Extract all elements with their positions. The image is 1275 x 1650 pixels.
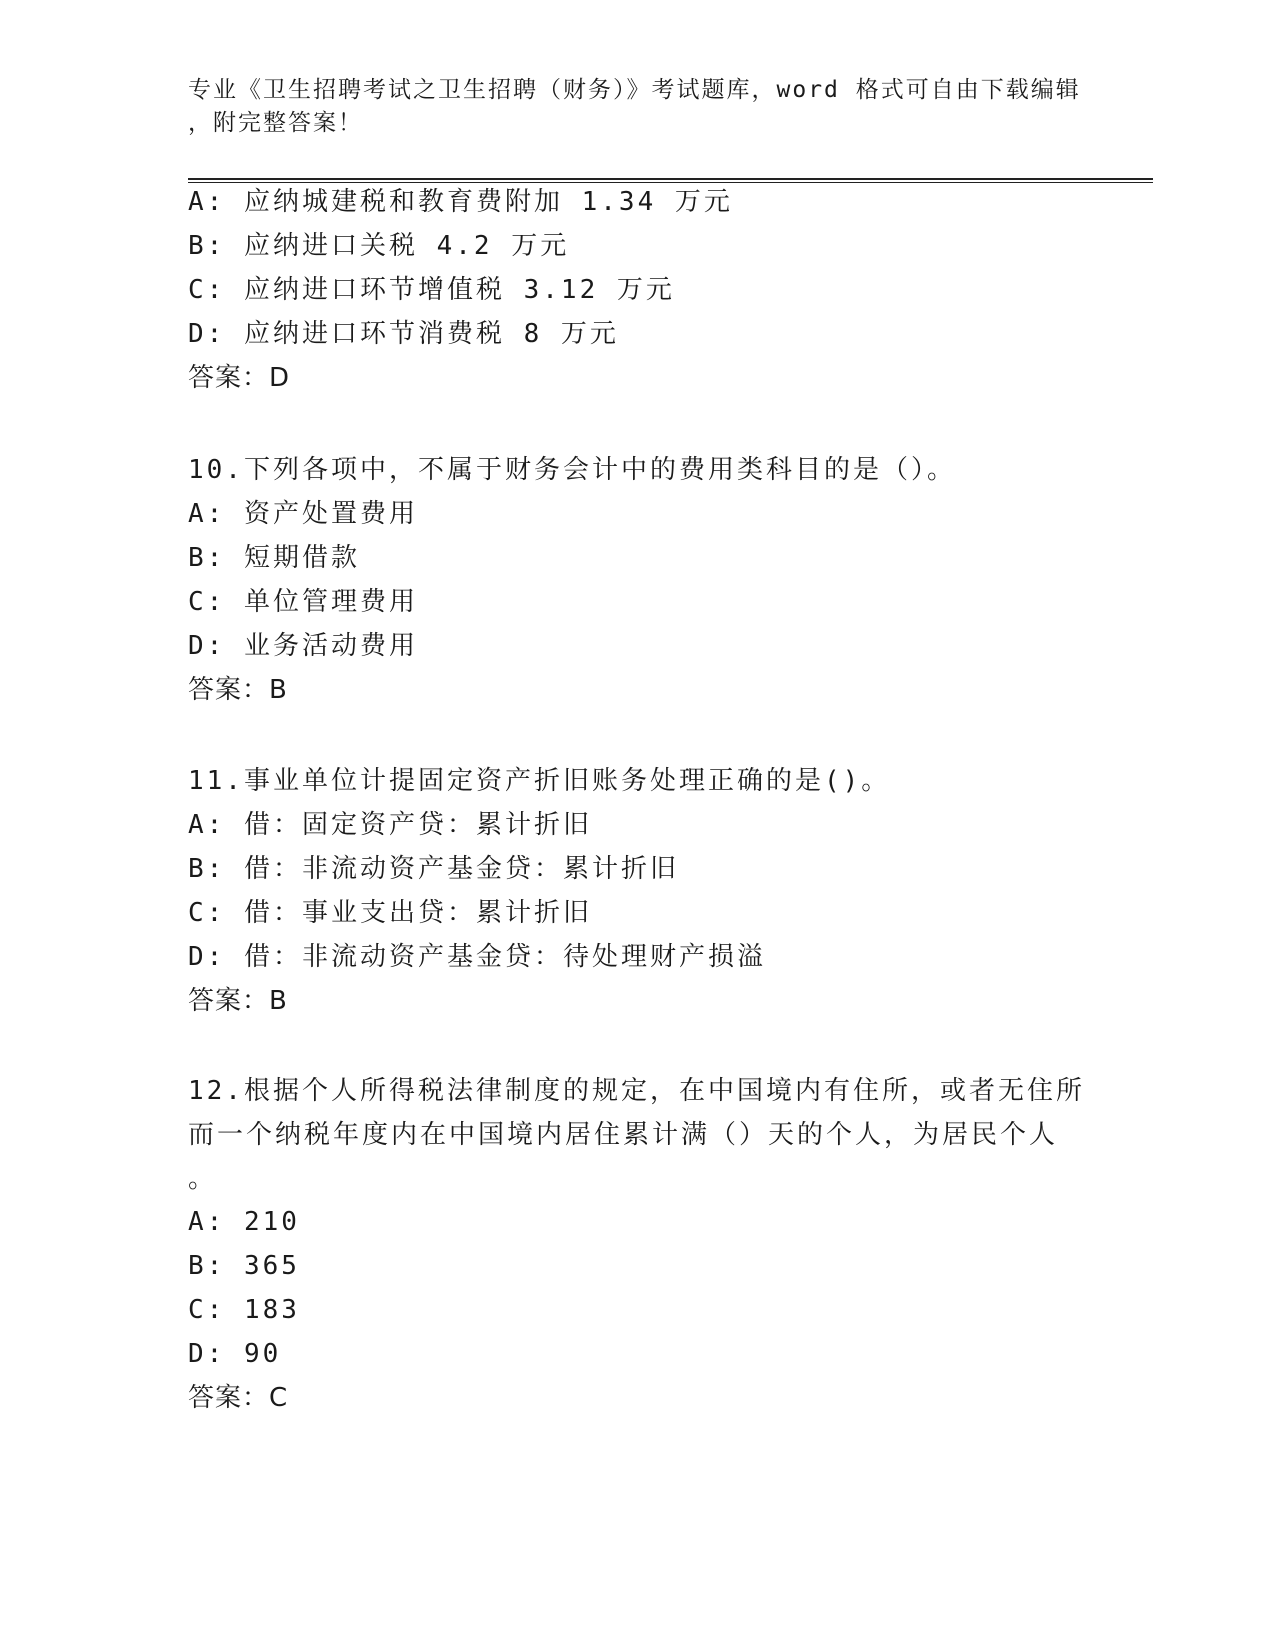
option-c: C: 183 xyxy=(188,1295,300,1325)
option-c: C: 借：事业支出贷：累计折旧 xyxy=(188,898,592,928)
header-line-2: ，附完整答案！ xyxy=(188,110,363,136)
question-stem: 11.事业单位计提固定资产折旧账务处理正确的是()。 xyxy=(188,766,891,796)
header-line-1: 专业《卫生招聘考试之卫生招聘（财务）》考试题库，word 格式可自由下载编辑 xyxy=(188,77,1081,103)
option-d: D: 业务活动费用 xyxy=(188,631,418,661)
option-c: C: 单位管理费用 xyxy=(188,587,418,617)
question-stem-line-3: 。 xyxy=(188,1164,218,1194)
option-c: C: 应纳进口环节增值税 3.12 万元 xyxy=(188,275,675,305)
option-d: D: 应纳进口环节消费税 8 万元 xyxy=(188,319,619,349)
option-a: A: 资产处置费用 xyxy=(188,499,418,529)
answer: 答案：B xyxy=(188,675,288,705)
option-a: A: 210 xyxy=(188,1207,300,1237)
option-b: B: 短期借款 xyxy=(188,543,360,573)
answer: 答案：D xyxy=(188,363,291,393)
answer: 答案：C xyxy=(188,1383,289,1413)
answer: 答案：B xyxy=(188,986,288,1016)
option-b: B: 365 xyxy=(188,1251,300,1281)
option-d: D: 借：非流动资产基金贷：待处理财产损溢 xyxy=(188,942,766,972)
document-header xyxy=(188,74,1088,140)
question-stem-line-1: 12.根据个人所得税法律制度的规定，在中国境内有住所，或者无住所 xyxy=(188,1076,1085,1106)
option-a: A: 借：固定资产贷：累计折旧 xyxy=(188,810,592,840)
option-d: D: 90 xyxy=(188,1339,282,1369)
question-stem-line-2: 而一个纳税年度内在中国境内居住累计满（）天的个人，为居民个人 xyxy=(188,1120,1059,1150)
question-stem: 10.下列各项中，不属于财务会计中的费用类科目的是（）。 xyxy=(188,455,956,485)
option-b: B: 借：非流动资产基金贷：累计折旧 xyxy=(188,854,679,884)
option-b: B: 应纳进口关税 4.2 万元 xyxy=(188,231,570,261)
option-a: A: 应纳城建税和教育费附加 1.34 万元 xyxy=(188,187,733,217)
